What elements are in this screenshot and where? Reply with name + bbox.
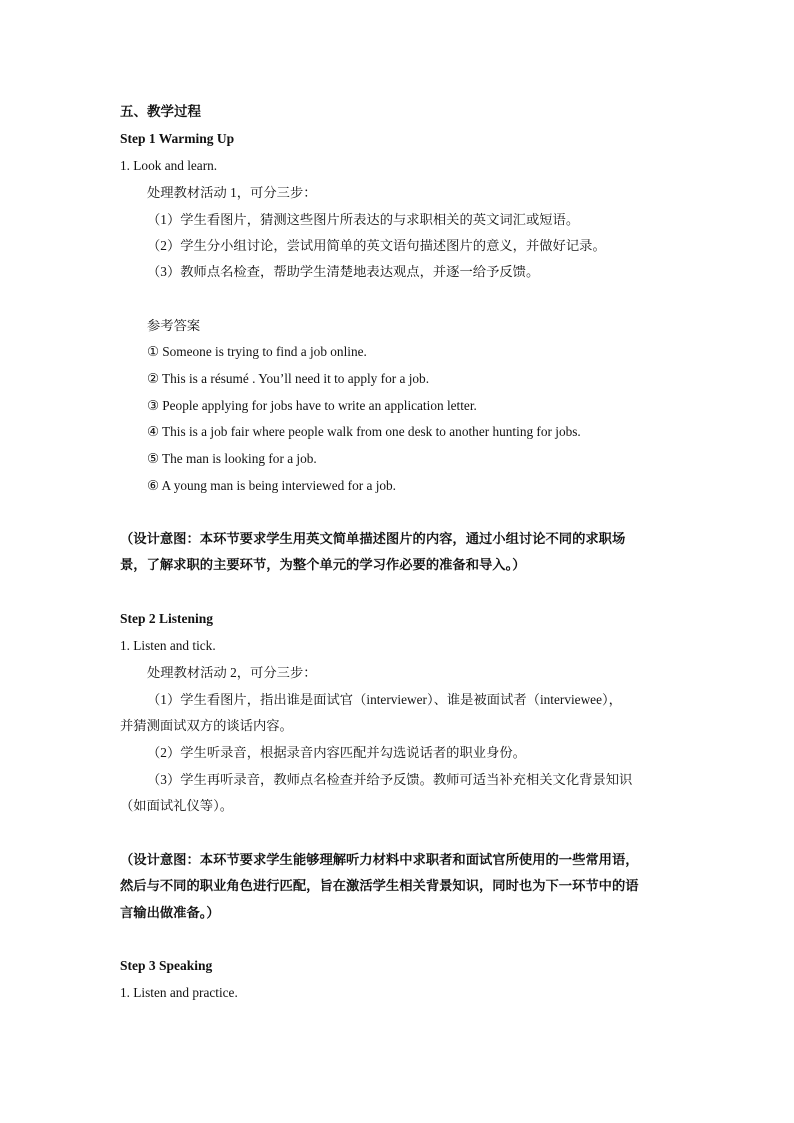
step2-title: Step 2 Listening (120, 611, 214, 626)
step1-step: （3）教师点名检查，帮助学生清楚地表达观点，并逐一给予反馈。 (147, 264, 540, 279)
step1-step: （2）学生分小组讨论，尝试用简单的英文语句描述图片的意义，并做好记录。 (147, 238, 606, 253)
step1-step: （1）学生看图片，猜测这些图片所表达的与求职相关的英文词汇或短语。 (147, 212, 580, 227)
answer-item: ① Someone is trying to find a job online. (147, 344, 367, 359)
step2-line: （1）学生看图片，指出谁是面试官（interviewer）、谁是被面试者（interviewee）， (147, 692, 622, 707)
answers-title: 参考答案 (147, 318, 201, 333)
design-intent-line: （设计意图：本环节要求学生能够理解听力材料中求职者和面试官所使用的一些常用语， (120, 852, 639, 867)
answer-item: ⑥ A young man is being interviewed for a job. (147, 478, 397, 493)
step2-line: （3）学生再听录音，教师点名检查并给予反馈。教师可适当补充相关文化背景知识 (147, 772, 633, 787)
step2-line: （如面试礼仪等）。 (120, 798, 234, 813)
step2-line: （2）学生听录音，根据录音内容匹配并勾选说话者的职业身份。 (147, 745, 526, 760)
design-intent-line: 景，了解求职的主要环节，为整个单元的学习作必要的准备和导入。） (120, 557, 526, 572)
step1-title: Step 1 Warming Up (120, 131, 235, 146)
design-intent-line: 然后与不同的职业角色进行匹配，旨在激活学生相关背景知识，同时也为下一环节中的语 (120, 878, 639, 893)
design-intent-line: 言输出做准备。） (120, 905, 220, 920)
step2-intro: 处理教材活动 2，可分三步： (147, 665, 317, 680)
step3-title: Step 3 Speaking (120, 958, 213, 973)
design-intent-line: （设计意图：本环节要求学生用英文简单描述图片的内容，通过小组讨论不同的求职场 (120, 531, 626, 546)
step1-intro: 处理教材活动 1，可分三步： (147, 185, 317, 200)
step2-line: 并猜测面试双方的谈话内容。 (120, 718, 293, 733)
answer-item: ⑤ The man is looking for a job. (147, 451, 317, 466)
answer-item: ④ This is a job fair where people walk from one desk to another hunting for jobs. (147, 424, 581, 439)
section-title: 五、教学过程 (120, 104, 201, 119)
step2-task: 1. Listen and tick. (120, 638, 216, 653)
step3-task: 1. Listen and practice. (120, 985, 238, 1000)
answer-item: ③ People applying for jobs have to write an application letter. (147, 398, 477, 413)
answer-item: ② This is a résumé . You’ll need it to apply for a job. (147, 371, 430, 386)
step1-task: 1. Look and learn. (120, 158, 218, 173)
